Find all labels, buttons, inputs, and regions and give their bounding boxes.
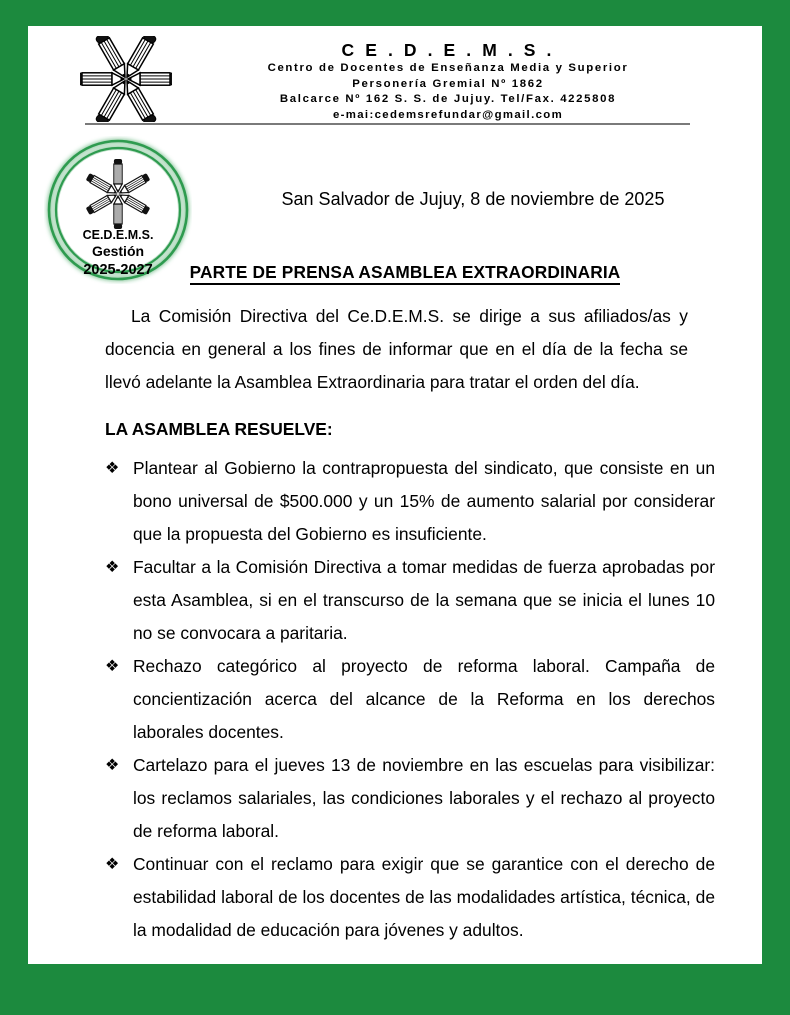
list-item-text: Rechazo categórico al proyecto de reforma laboral. Campaña de concientización acerca del alcance de la Reforma en los derechos laborales docentes. bbox=[133, 656, 715, 742]
letterhead-line-2: Personería Gremial Nº 1862 bbox=[352, 77, 544, 90]
diamond-bullet-icon: ❖ bbox=[105, 658, 120, 675]
intro-paragraph: La Comisión Directiva del Ce.D.E.M.S. se dirige a sus afiliados/as y docencia en general a los fines de informar que en el día de la fecha se llevó adelante la Asamblea Extraordinaria para tratar el orden del día. bbox=[105, 306, 688, 392]
list-item-text: Facultar a la Comisión Directiva a tomar medidas de fuerza aprobadas por esta Asamblea, si en el transcurso de la semana que se inicia el lunes 10 no se convocara a paritaria. bbox=[133, 557, 715, 643]
list-item-text: Plantear al Gobierno la contrapropuesta del sindicato, que consiste en un bono universal de $500.000 y un 15% de aumento salarial por considerar que la propuesta del Gobierno es insuficiente. bbox=[133, 458, 715, 544]
letterhead bbox=[28, 26, 762, 128]
list-item bbox=[105, 848, 715, 947]
svg-text:CE.D.E.M.S.: CE.D.E.M.S. bbox=[82, 228, 154, 242]
diamond-bullet-icon: ❖ bbox=[105, 559, 120, 576]
list-item bbox=[105, 749, 715, 848]
list-item-text: Continuar con el reclamo para exigir que se garantice con el derecho de estabilidad laboral de los docentes de las modalidades artística, técnica, de la modalidad de educación para jóvenes y adultos. bbox=[133, 854, 715, 940]
place-and-date: San Salvador de Jujuy, 8 de noviembre de 2025 bbox=[281, 189, 665, 209]
six-pencils-star-icon bbox=[80, 36, 172, 122]
list-item bbox=[105, 650, 715, 749]
list-item bbox=[105, 551, 715, 650]
resolve-heading: LA ASAMBLEA RESUELVE: bbox=[105, 419, 333, 439]
list-item-text: Cartelazo para el jueves 13 de noviembre en las escuelas para visibilizar: los reclamos salariales, las condiciones laborales y el rechazo al proyecto de reforma laboral. bbox=[133, 755, 715, 841]
letterhead-email: e-mai:cedemsrefundar@gmail.com bbox=[332, 108, 564, 121]
svg-text:2025-2027: 2025-2027 bbox=[83, 262, 153, 278]
letterhead-divider bbox=[85, 123, 690, 125]
page-title bbox=[105, 262, 705, 283]
letterhead-line-1: Centro de Docentes de Enseñanza Media y Superior bbox=[267, 62, 629, 74]
intro-block bbox=[105, 300, 688, 399]
page-title-text: PARTE DE PRENSA ASAMBLEA EXTRAORDINARIA bbox=[190, 262, 621, 285]
letterhead-acronym: C E . D . E . M . S . bbox=[341, 40, 555, 60]
diamond-bullet-icon: ❖ bbox=[105, 460, 120, 477]
list-item bbox=[105, 452, 715, 551]
letterhead-line-3: Balcarce Nº 162 S. S. de Jujuy. Tel/Fax. 4225808 bbox=[279, 93, 617, 105]
svg-text:Gestión: Gestión bbox=[91, 243, 145, 259]
resolutions-list bbox=[105, 452, 715, 947]
letterhead-text-block bbox=[178, 40, 718, 123]
document-sheet bbox=[28, 26, 762, 964]
diamond-bullet-icon: ❖ bbox=[105, 856, 120, 873]
diamond-bullet-icon: ❖ bbox=[105, 757, 120, 774]
